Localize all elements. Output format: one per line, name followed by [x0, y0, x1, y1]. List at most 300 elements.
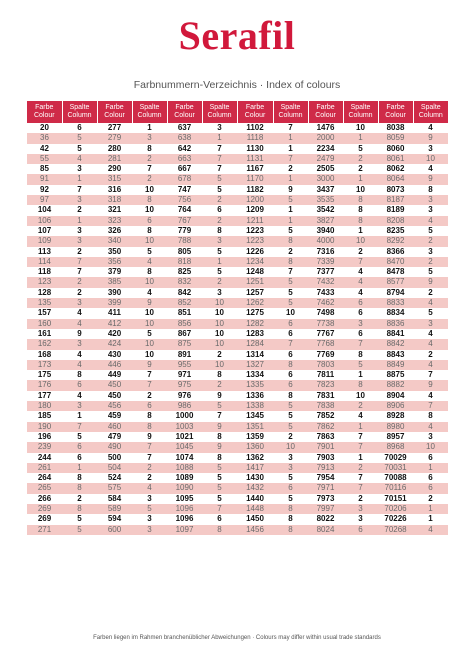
column-number-cell: 7	[62, 257, 97, 267]
column-number-cell: 3	[62, 339, 97, 349]
column-number-cell: 4	[62, 154, 97, 164]
column-number-cell: 6	[202, 205, 237, 215]
colour-number-cell: 589	[97, 504, 132, 514]
colour-number-cell: 412	[97, 319, 132, 329]
header-column	[343, 101, 378, 123]
colour-number-cell: 7862	[308, 422, 343, 432]
header-label-en: Colour	[33, 112, 55, 119]
column-number-cell: 7	[343, 432, 378, 442]
table-row	[27, 422, 448, 432]
column-number-cell: 8	[132, 226, 167, 236]
column-number-cell: 4	[413, 339, 448, 349]
column-number-cell: 1	[343, 174, 378, 184]
colour-number-cell: 318	[97, 195, 132, 205]
column-number-cell: 5	[413, 308, 448, 318]
column-number-cell: 2	[62, 288, 97, 298]
column-number-cell: 4	[343, 277, 378, 287]
colour-number-cell: 316	[97, 185, 132, 195]
colour-number-cell: 161	[27, 329, 62, 339]
colour-number-cell: 986	[167, 401, 202, 411]
column-number-cell: 7	[202, 164, 237, 174]
table-row	[27, 133, 448, 143]
colour-number-cell: 8980	[378, 422, 413, 432]
colour-number-cell: 1089	[167, 473, 202, 483]
column-number-cell: 7	[62, 185, 97, 195]
colour-number-cell: 168	[27, 350, 62, 360]
colour-number-cell: 264	[27, 473, 62, 483]
colour-number-cell: 642	[167, 144, 202, 154]
colour-number-cell: 271	[27, 525, 62, 535]
colour-number-cell: 1314	[237, 350, 273, 360]
colour-number-cell: 460	[97, 422, 132, 432]
colour-number-cell: 7863	[308, 432, 343, 442]
column-number-cell: 5	[202, 247, 237, 257]
column-number-cell: 1	[343, 226, 378, 236]
colour-number-cell: 3535	[308, 195, 343, 205]
colour-number-cell: 92	[27, 185, 62, 195]
colour-number-cell: 1360	[237, 442, 273, 452]
header-label-en: Column	[278, 112, 303, 119]
column-number-cell: 2	[343, 247, 378, 257]
colour-number-cell: 7811	[308, 370, 343, 380]
table-row	[27, 216, 448, 226]
colour-number-cell: 350	[97, 247, 132, 257]
column-number-cell: 8	[413, 411, 448, 421]
colour-number-cell: 1336	[237, 391, 273, 401]
colour-number-cell: 8478	[378, 267, 413, 277]
column-number-cell: 7	[62, 267, 97, 277]
colour-number-cell: 1284	[237, 339, 273, 349]
colour-number-cell: 97	[27, 195, 62, 205]
table-body	[27, 123, 448, 535]
column-number-cell: 10	[413, 154, 448, 164]
colour-number-cell: 500	[97, 453, 132, 463]
colour-number-cell: 55	[27, 154, 62, 164]
column-number-cell: 4	[413, 422, 448, 432]
column-number-cell: 5	[273, 401, 308, 411]
colour-number-cell: 265	[27, 483, 62, 493]
colour-number-cell: 269	[27, 504, 62, 514]
column-number-cell: 10	[343, 236, 378, 246]
column-number-cell: 5	[202, 473, 237, 483]
column-number-cell: 2	[132, 154, 167, 164]
colour-number-cell: 594	[97, 514, 132, 524]
column-number-cell: 9	[132, 432, 167, 442]
column-number-cell: 2	[273, 247, 308, 257]
brand-logo: Serafil	[178, 13, 296, 58]
colour-number-cell: 1448	[237, 504, 273, 514]
header-label-en: Colour	[244, 112, 266, 119]
colour-number-cell: 667	[167, 164, 202, 174]
column-number-cell: 8	[132, 267, 167, 277]
column-number-cell: 8	[343, 380, 378, 390]
colour-number-cell: 1257	[237, 288, 273, 298]
column-number-cell: 9	[202, 442, 237, 452]
column-number-cell: 5	[273, 422, 308, 432]
column-number-cell: 1	[343, 370, 378, 380]
column-number-cell: 5	[413, 267, 448, 277]
colour-number-cell: 7432	[308, 277, 343, 287]
table-row	[27, 185, 448, 195]
table-row	[27, 380, 448, 390]
column-number-cell: 3	[273, 463, 308, 473]
colour-number-cell: 446	[97, 360, 132, 370]
column-number-cell: 2	[343, 463, 378, 473]
colour-number-cell: 1000	[167, 411, 202, 421]
colour-number-cell: 767	[167, 216, 202, 226]
column-number-cell: 1	[273, 174, 308, 184]
column-number-cell: 7	[273, 267, 308, 277]
column-number-cell: 2	[62, 494, 97, 504]
column-number-cell: 10	[413, 442, 448, 452]
colour-number-cell: 1095	[167, 494, 202, 504]
column-number-cell: 7	[202, 504, 237, 514]
column-number-cell: 7	[343, 483, 378, 493]
column-number-cell: 1	[202, 133, 237, 143]
column-number-cell: 8	[132, 144, 167, 154]
header-label-de: Farbe	[175, 104, 194, 111]
column-number-cell: 1	[273, 133, 308, 143]
column-number-cell: 3	[62, 226, 97, 236]
column-number-cell: 1	[132, 123, 167, 133]
colour-number-cell: 1096	[167, 504, 202, 514]
colour-number-cell: 239	[27, 442, 62, 452]
colour-number-cell: 575	[97, 483, 132, 493]
colour-number-cell: 8836	[378, 319, 413, 329]
column-number-cell: 4	[62, 391, 97, 401]
colour-number-cell: 8059	[378, 133, 413, 143]
colour-number-cell: 1335	[237, 380, 273, 390]
colour-number-cell: 867	[167, 329, 202, 339]
colour-number-cell: 891	[167, 350, 202, 360]
column-number-cell: 5	[62, 133, 97, 143]
colour-number-cell: 971	[167, 370, 202, 380]
colour-number-cell: 637	[167, 123, 202, 133]
column-number-cell: 5	[132, 329, 167, 339]
colour-number-cell: 490	[97, 442, 132, 452]
colour-number-cell: 340	[97, 236, 132, 246]
colour-number-cell: 1088	[167, 463, 202, 473]
column-number-cell: 2	[62, 205, 97, 215]
colour-number-cell: 7831	[308, 391, 343, 401]
colour-number-cell: 70031	[378, 463, 413, 473]
column-number-cell: 7	[413, 401, 448, 411]
colour-number-cell: 8882	[378, 380, 413, 390]
colour-number-cell: 1430	[237, 473, 273, 483]
column-number-cell: 10	[132, 185, 167, 195]
colour-number-cell: 584	[97, 494, 132, 504]
column-number-cell: 2	[132, 174, 167, 184]
table-row	[27, 339, 448, 349]
column-number-cell: 6	[62, 123, 97, 133]
column-number-cell: 8	[202, 525, 237, 535]
column-number-cell: 1	[62, 174, 97, 184]
column-number-cell: 5	[343, 144, 378, 154]
table-row	[27, 174, 448, 184]
colour-number-cell: 70088	[378, 473, 413, 483]
colour-number-cell: 504	[97, 463, 132, 473]
colour-number-cell: 663	[167, 154, 202, 164]
colour-number-cell: 385	[97, 277, 132, 287]
column-number-cell: 10	[202, 308, 237, 318]
colour-number-cell: 875	[167, 339, 202, 349]
colour-number-cell: 280	[97, 144, 132, 154]
table-row	[27, 205, 448, 215]
column-number-cell: 10	[132, 350, 167, 360]
column-number-cell: 8	[202, 453, 237, 463]
column-number-cell: 3	[343, 319, 378, 329]
column-number-cell: 3	[413, 247, 448, 257]
column-number-cell: 7	[273, 123, 308, 133]
column-number-cell: 3	[132, 494, 167, 504]
column-number-cell: 2	[62, 247, 97, 257]
header-label-en: Colour	[104, 112, 125, 119]
column-number-cell: 4	[413, 164, 448, 174]
header-label-en: Colour	[315, 112, 336, 119]
column-number-cell: 5	[202, 463, 237, 473]
colour-number-cell: 1251	[237, 277, 273, 287]
column-number-cell: 1	[62, 463, 97, 473]
column-number-cell: 6	[343, 329, 378, 339]
colour-number-cell: 281	[97, 154, 132, 164]
colour-number-cell: 176	[27, 380, 62, 390]
colour-number-cell: 1234	[237, 257, 273, 267]
table-row	[27, 473, 448, 483]
table-row	[27, 247, 448, 257]
table-header	[27, 101, 448, 123]
colour-number-cell: 2234	[308, 144, 343, 154]
column-number-cell: 1	[343, 453, 378, 463]
column-number-cell: 5	[273, 226, 308, 236]
column-number-cell: 10	[273, 308, 308, 318]
colour-number-cell: 128	[27, 288, 62, 298]
table-row	[27, 453, 448, 463]
colour-number-cell: 450	[97, 380, 132, 390]
colour-number-cell: 1097	[167, 525, 202, 535]
column-number-cell: 5	[273, 298, 308, 308]
column-number-cell: 9	[413, 133, 448, 143]
header-colour	[308, 101, 343, 123]
column-number-cell: 6	[273, 319, 308, 329]
colour-number-cell: 976	[167, 391, 202, 401]
column-number-cell: 5	[413, 226, 448, 236]
colour-number-cell: 1096	[167, 514, 202, 524]
colour-number-cell: 788	[167, 236, 202, 246]
column-number-cell: 4	[132, 288, 167, 298]
column-number-cell: 5	[273, 411, 308, 421]
column-number-cell: 5	[62, 144, 97, 154]
column-number-cell: 6	[343, 298, 378, 308]
column-number-cell: 10	[343, 391, 378, 401]
colour-number-cell: 109	[27, 236, 62, 246]
header-label-en: Column	[348, 112, 373, 119]
colour-number-cell: 8189	[378, 205, 413, 215]
column-number-cell: 5	[273, 494, 308, 504]
colour-number-cell: 1248	[237, 267, 273, 277]
colour-number-cell: 85	[27, 164, 62, 174]
header-label-en: Column	[418, 112, 443, 119]
column-number-cell: 6	[273, 483, 308, 493]
colour-number-cell: 399	[97, 298, 132, 308]
column-number-cell: 4	[343, 288, 378, 298]
column-number-cell: 3	[62, 401, 97, 411]
column-number-cell: 9	[413, 380, 448, 390]
colour-number-cell: 7973	[308, 494, 343, 504]
colour-number-cell: 261	[27, 463, 62, 473]
column-number-cell: 1	[62, 411, 97, 421]
column-number-cell: 2	[62, 277, 97, 287]
column-number-cell: 6	[413, 483, 448, 493]
table-row	[27, 123, 448, 133]
column-number-cell: 7	[343, 442, 378, 452]
colour-number-cell: 600	[97, 525, 132, 535]
column-number-cell: 10	[132, 308, 167, 318]
colour-number-cell: 185	[27, 411, 62, 421]
header-colour	[378, 101, 413, 123]
table-row	[27, 411, 448, 421]
table-row	[27, 277, 448, 287]
column-number-cell: 7	[132, 442, 167, 452]
colour-number-cell: 7913	[308, 463, 343, 473]
column-number-cell: 2	[202, 350, 237, 360]
column-number-cell: 2	[343, 401, 378, 411]
header-colour	[237, 101, 273, 123]
colour-number-cell: 113	[27, 247, 62, 257]
colour-number-cell: 118	[27, 267, 62, 277]
colour-number-cell: 8060	[378, 144, 413, 154]
colour-number-cell: 190	[27, 422, 62, 432]
column-number-cell: 5	[132, 504, 167, 514]
colour-number-cell: 321	[97, 205, 132, 215]
column-number-cell: 4	[413, 298, 448, 308]
colour-number-cell: 7971	[308, 483, 343, 493]
colour-number-cell: 290	[97, 164, 132, 174]
colour-number-cell: 1456	[237, 525, 273, 535]
column-number-cell: 4	[343, 267, 378, 277]
colour-number-cell: 107	[27, 226, 62, 236]
colour-number-cell: 764	[167, 205, 202, 215]
column-number-cell: 6	[62, 442, 97, 452]
column-number-cell: 10	[202, 298, 237, 308]
column-number-cell: 4	[132, 257, 167, 267]
table-row	[27, 494, 448, 504]
header-label-de: Farbe	[105, 104, 124, 111]
header-column	[62, 101, 97, 123]
colour-number-cell: 2000	[308, 133, 343, 143]
colour-number-cell: 8842	[378, 339, 413, 349]
colour-number-cell: 1182	[237, 185, 273, 195]
colour-number-cell: 955	[167, 360, 202, 370]
table-row	[27, 350, 448, 360]
colour-number-cell: 7838	[308, 401, 343, 411]
colour-number-cell: 315	[97, 174, 132, 184]
colour-number-cell: 8038	[378, 123, 413, 133]
header-label-en: Column	[137, 112, 162, 119]
table-row	[27, 319, 448, 329]
colour-number-cell: 8834	[378, 308, 413, 318]
column-number-cell: 5	[202, 185, 237, 195]
colour-number-cell: 1345	[237, 411, 273, 421]
column-number-cell: 1	[413, 504, 448, 514]
column-number-cell: 2	[132, 463, 167, 473]
column-number-cell: 8	[62, 483, 97, 493]
colour-number-cell: 266	[27, 494, 62, 504]
column-number-cell: 8	[273, 360, 308, 370]
colour-number-cell: 3000	[308, 174, 343, 184]
colour-number-cell: 70116	[378, 483, 413, 493]
column-number-cell: 8	[273, 504, 308, 514]
colour-number-cell: 8843	[378, 350, 413, 360]
colour-number-cell: 7901	[308, 442, 343, 452]
colour-number-cell: 7462	[308, 298, 343, 308]
column-number-cell: 3	[62, 195, 97, 205]
column-number-cell: 2	[343, 164, 378, 174]
colour-number-cell: 8968	[378, 442, 413, 452]
colour-number-cell: 4000	[308, 236, 343, 246]
column-number-cell: 4	[62, 350, 97, 360]
column-number-cell: 7	[62, 422, 97, 432]
colour-number-cell: 8024	[308, 525, 343, 535]
colour-number-cell: 7767	[308, 329, 343, 339]
table-row	[27, 432, 448, 442]
colour-number-cell: 1283	[237, 329, 273, 339]
column-number-cell: 10	[343, 123, 378, 133]
column-number-cell: 3	[62, 164, 97, 174]
column-number-cell: 3	[413, 432, 448, 442]
column-number-cell: 2	[273, 432, 308, 442]
colour-number-cell: 390	[97, 288, 132, 298]
colour-number-cell: 825	[167, 267, 202, 277]
column-number-cell: 2	[202, 277, 237, 287]
column-number-cell: 4	[413, 123, 448, 133]
column-number-cell: 8	[343, 195, 378, 205]
column-number-cell: 4	[413, 391, 448, 401]
colour-number-cell: 177	[27, 391, 62, 401]
colour-number-cell: 8928	[378, 411, 413, 421]
column-number-cell: 8	[62, 504, 97, 514]
column-number-cell: 6	[273, 350, 308, 360]
column-number-cell: 8	[62, 473, 97, 483]
colour-number-cell: 842	[167, 288, 202, 298]
table-row	[27, 154, 448, 164]
colour-number-cell: 279	[97, 133, 132, 143]
column-number-cell: 6	[413, 473, 448, 483]
column-number-cell: 5	[202, 494, 237, 504]
column-number-cell: 3	[413, 205, 448, 215]
column-number-cell: 7	[413, 370, 448, 380]
colour-number-cell: 1359	[237, 432, 273, 442]
colour-number-cell: 104	[27, 205, 62, 215]
table-row	[27, 525, 448, 535]
colour-number-cell: 975	[167, 380, 202, 390]
column-number-cell: 2	[413, 257, 448, 267]
column-number-cell: 1	[273, 205, 308, 215]
column-number-cell: 4	[132, 483, 167, 493]
column-number-cell: 8	[273, 525, 308, 535]
colour-number-cell: 1090	[167, 483, 202, 493]
column-number-cell: 10	[202, 319, 237, 329]
colour-number-cell: 3827	[308, 216, 343, 226]
colour-number-cell: 852	[167, 298, 202, 308]
column-number-cell: 3	[343, 504, 378, 514]
colour-number-cell: 424	[97, 339, 132, 349]
footer-note: Farben liegen im Rahmen branchenüblicher Abweichungen · Colours may differ within usual trade standards	[93, 635, 381, 641]
colour-index-table	[27, 101, 448, 535]
column-number-cell: 6	[413, 453, 448, 463]
header-label-de: Farbe	[245, 104, 265, 111]
colour-number-cell: 277	[97, 123, 132, 133]
column-number-cell: 7	[202, 144, 237, 154]
